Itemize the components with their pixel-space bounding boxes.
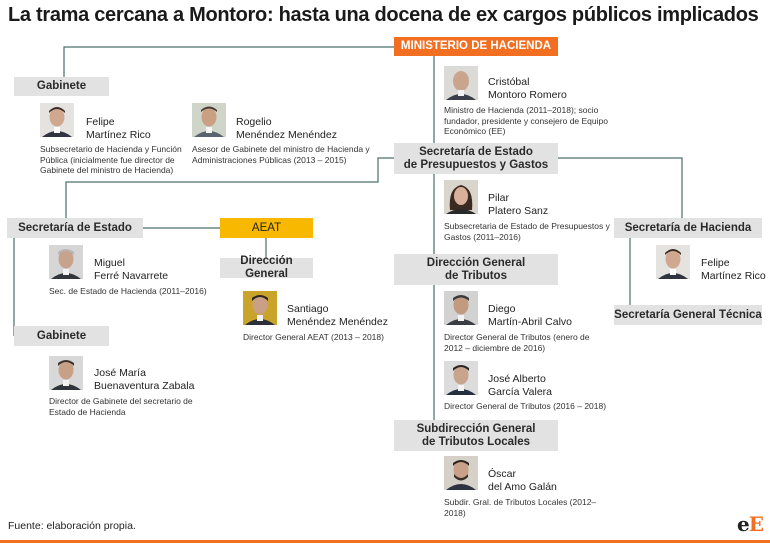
sec-presupuestos-box [394, 143, 558, 174]
logo-e: e [737, 512, 749, 536]
direccion-general-label: Dirección General [240, 255, 293, 280]
sec-estado-label: Secretaría de Estado [18, 221, 132, 234]
aeat-box [220, 218, 313, 238]
miguel-name-1: Miguel [94, 257, 125, 269]
montoro-name-2: Montoro Romero [488, 88, 567, 101]
direccion-general-box [220, 255, 313, 280]
diego-name [488, 303, 572, 328]
ministerio-hacienda-box [394, 37, 558, 56]
felipe-top-name-2: Martínez Rico [86, 128, 151, 141]
sec-general-tecnica-box [614, 305, 762, 325]
diego-name-1: Diego [488, 303, 516, 315]
pilar-photo [444, 180, 478, 214]
santiago-photo [243, 291, 277, 325]
montoro-photo [444, 66, 478, 100]
dg-tributos-box [394, 254, 558, 285]
sec-presupuestos-label-2: de Presupuestos y Gastos [403, 158, 549, 171]
jose-maria-name [94, 367, 194, 392]
dg-tributos-label-2: de Tributos [445, 269, 507, 282]
miguel-name [94, 257, 168, 282]
rogelio-photo [192, 103, 226, 137]
sec-estado-box [7, 218, 143, 238]
pilar-name-1: Pilar [488, 192, 510, 204]
santiago-name-2: Menéndez Menéndez [287, 315, 388, 328]
felipe-top-photo [40, 103, 74, 137]
santiago-name-1: Santiago [287, 303, 329, 315]
felipe-right-name [701, 257, 766, 282]
felipe-right-photo [656, 245, 690, 279]
miguel-desc: Sec. de Estado de Hacienda (2011–2016) [49, 286, 207, 296]
rogelio-desc: Asesor de Gabinete del ministro de Hacienda y Administraciones Públicas (2013 – 2015) [192, 144, 370, 165]
felipe-top-name-1: Felipe [86, 116, 115, 128]
jose-maria-name-1: José María [94, 367, 146, 379]
felipe-top-desc: Subsecretario de Hacienda y Función Pública (inicialmente fue director de Gabinete del ministro de Hacienda) [40, 144, 182, 176]
pilar-name [488, 192, 548, 217]
montoro-desc: Ministro de Hacienda (2011–2018); socio fundador, presidente y consejero de Equipo Económico (EE) [444, 105, 608, 137]
dg-tributos-label-1: Dirección General [426, 256, 526, 269]
gabinete-bottom-box [14, 326, 109, 346]
logo-E: E [748, 512, 763, 536]
rogelio-name-2: Menéndez Menéndez [236, 128, 337, 141]
bottom-accent-bar [0, 540, 770, 543]
diego-desc: Director General de Tributos (enero de 2012 – diciembre de 2016) [444, 332, 590, 353]
page-title: La trama cercana a Montoro: hasta una docena de ex cargos públicos implicados [8, 4, 759, 26]
oscar-name-2: del Amo Galán [488, 480, 557, 493]
sec-general-tecnica-label: Secretaría General Técnica [614, 308, 762, 321]
subdireccion-label-1: Subdirección General [416, 422, 536, 435]
source-note: Fuente: elaboración propia. [8, 520, 136, 532]
felipe-top-name [86, 116, 151, 141]
pilar-desc: Subsecretaria de Estado de Presupuestos y Gastos (2011–2016) [444, 221, 610, 242]
gabinete-top-label: Gabinete [36, 80, 87, 92]
oscar-desc: Subdir. Gral. de Tributos Locales (2012–2018) [444, 497, 597, 518]
subdireccion-box [394, 420, 558, 451]
oscar-photo [444, 456, 478, 490]
jose-maria-photo [49, 356, 83, 390]
jose-alberto-photo [444, 361, 478, 395]
santiago-name [287, 303, 388, 328]
rogelio-name [236, 116, 337, 141]
diego-photo [444, 291, 478, 325]
rogelio-name-1: Rogelio [236, 116, 272, 128]
miguel-photo [49, 245, 83, 279]
jose-alberto-desc: Director General de Tributos (2016 – 2018) [444, 401, 607, 411]
montoro-name [488, 76, 567, 101]
sec-hacienda-label: Secretaría de Hacienda [624, 221, 752, 234]
oscar-name-1: Óscar [488, 468, 517, 480]
diego-name-2: Martín-Abril Calvo [488, 315, 573, 328]
subdireccion-label-2: de Tributos Locales [422, 435, 530, 448]
aeat-label: AEAT [251, 221, 282, 234]
brand-logo [737, 512, 763, 536]
miguel-name-2: Ferré Navarrete [94, 269, 169, 282]
jose-alberto-name [488, 373, 552, 398]
sec-presupuestos-label-1: Secretaría de Estado [419, 145, 533, 158]
jose-alberto-name-1: José Alberto [488, 373, 546, 385]
pilar-name-2: Platero Sanz [488, 204, 549, 217]
felipe-right-name-1: Felipe [701, 257, 730, 269]
sec-hacienda-box [614, 218, 762, 238]
oscar-name [488, 468, 557, 493]
felipe-right-name-2: Martínez Rico [701, 269, 766, 282]
santiago-desc: Director General AEAT (2013 – 2018) [243, 332, 384, 342]
gabinete-top-box [14, 77, 109, 96]
ministerio-label: MINISTERIO DE HACIENDA [400, 40, 552, 52]
gabinete-bottom-label: Gabinete [36, 329, 87, 342]
jose-maria-name-2: Buenaventura Zabala [94, 379, 195, 392]
montoro-name-1: Cristóbal [488, 76, 530, 88]
jose-alberto-name-2: García Valera [488, 385, 552, 398]
jose-maria-desc: Director de Gabinete del secretario de Estado de Hacienda [49, 396, 193, 417]
